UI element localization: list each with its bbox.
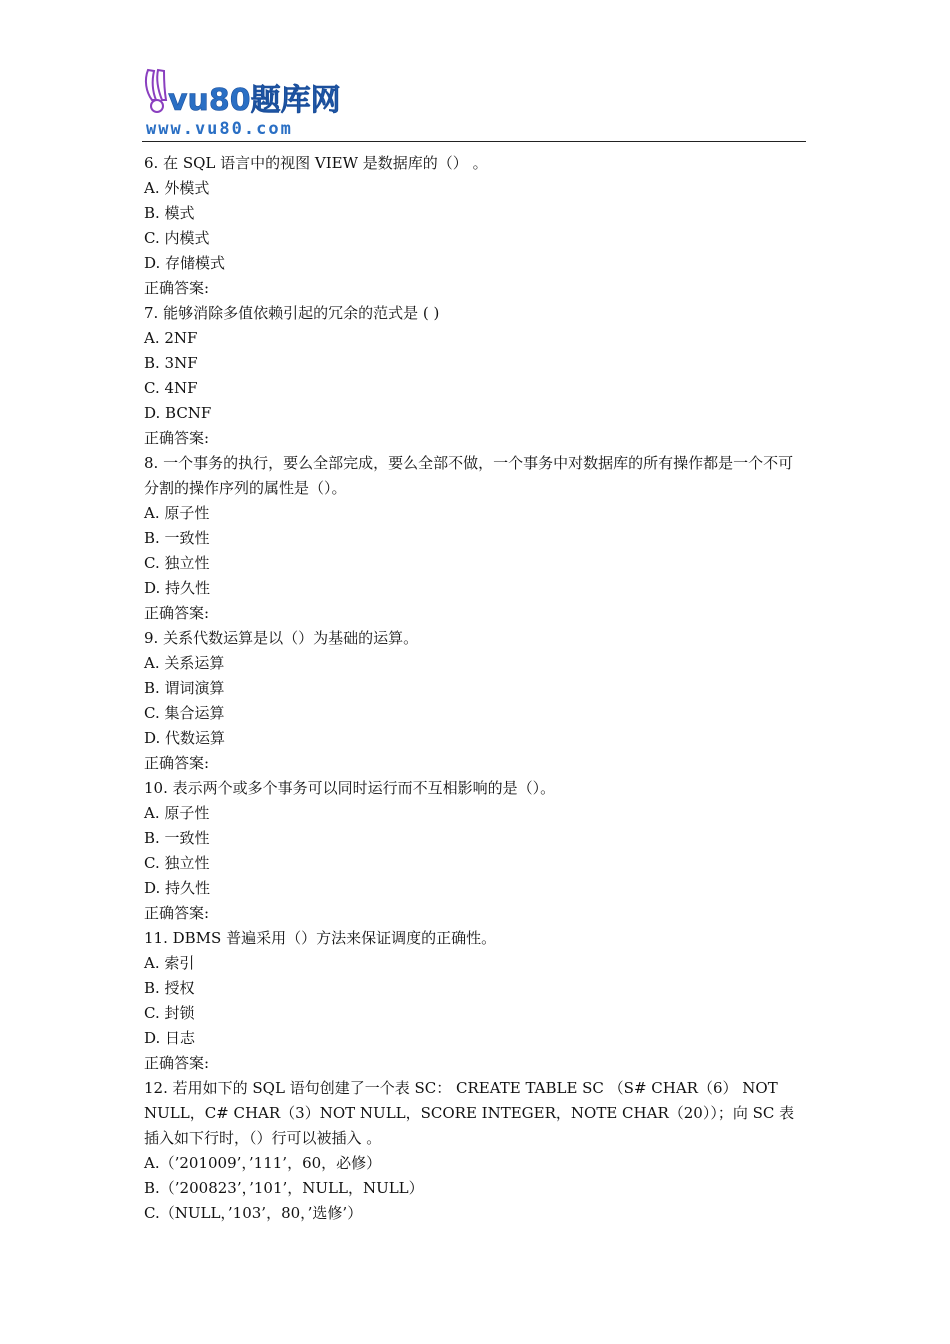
question-stem: 11. DBMS 普遍采用（）方法来保证调度的正确性。 — [144, 929, 497, 947]
option-c: C. 内模式 — [144, 229, 210, 247]
logo-url-text: www.vu80.com — [146, 119, 293, 138]
option-c: C. 独立性 — [144, 554, 210, 572]
option-a: A. 2NF — [144, 329, 198, 347]
option-d: D. 代数运算 — [144, 729, 226, 747]
option-a: A.（’201009’，’111’，60，必修） — [144, 1154, 382, 1172]
option-a: A. 原子性 — [144, 804, 210, 822]
option-a: A. 原子性 — [144, 504, 210, 522]
answer-label: 正确答案: — [144, 429, 210, 447]
question-stem: 6. 在 SQL 语言中的视图 VIEW 是数据库的（） 。 — [144, 154, 488, 172]
option-a: A. 索引 — [144, 954, 195, 972]
question-stem: 10. 表示两个或多个事务可以同时运行而不互相影响的是（）。 — [144, 779, 556, 797]
header-divider — [142, 141, 806, 142]
option-d: D. BCNF — [144, 404, 212, 422]
rabbit-ear-icon — [146, 70, 156, 100]
question-stem: 12. 若用如下的 SQL 语句创建了一个表 SC： CREATE TABLE SC （S# CHAR（6） NOT NULL，C# CHAR（3）NOT NULL，SCORE INTEGER，NOTE CHAR（20））；向 SC 表插入如下行时，（）行可以被插入 。 — [144, 1079, 795, 1147]
option-c: C. 独立性 — [144, 854, 210, 872]
question-stem: 7. 能够消除多值依赖引起的冗余的范式是 ( ) — [144, 304, 440, 322]
option-b: B. 一致性 — [144, 829, 210, 847]
option-b: B. 模式 — [144, 204, 195, 222]
answer-label: 正确答案: — [144, 279, 210, 297]
option-a: A. 关系运算 — [144, 654, 225, 672]
option-b: B. 授权 — [144, 979, 195, 997]
option-b: B.（’200823’，’101’，NULL，NULL） — [144, 1179, 424, 1197]
option-b: B. 谓词演算 — [144, 679, 225, 697]
option-d: D. 持久性 — [144, 579, 211, 597]
option-a: A. 外模式 — [144, 179, 210, 197]
question-stem: 9. 关系代数运算是以（）为基础的运算。 — [144, 629, 419, 647]
option-c: C.（NULL，’103’，80，’选修’） — [144, 1204, 363, 1222]
question-stem: 8. 一个事务的执行，要么全部完成，要么全部不做，一个事务中对数据库的所有操作都是一个不可分割的操作序列的属性是（）。 — [144, 454, 794, 497]
answer-label: 正确答案: — [144, 904, 210, 922]
option-d: D. 存储模式 — [144, 254, 226, 272]
option-d: D. 持久性 — [144, 879, 211, 897]
option-b: B. 3NF — [144, 354, 198, 372]
option-c: C. 4NF — [144, 379, 198, 397]
logo-mark-text: vu80题库网 — [168, 83, 341, 118]
option-c: C. 封锁 — [144, 1004, 195, 1022]
option-c: C. 集合运算 — [144, 704, 225, 722]
option-d: D. 日志 — [144, 1029, 196, 1047]
site-logo[interactable] — [142, 66, 342, 138]
question-list — [144, 151, 808, 1226]
answer-label: 正确答案: — [144, 1054, 210, 1072]
answer-label: 正确答案: — [144, 754, 210, 772]
option-b: B. 一致性 — [144, 529, 210, 547]
logo-graphic — [142, 66, 342, 138]
answer-label: 正确答案: — [144, 604, 210, 622]
